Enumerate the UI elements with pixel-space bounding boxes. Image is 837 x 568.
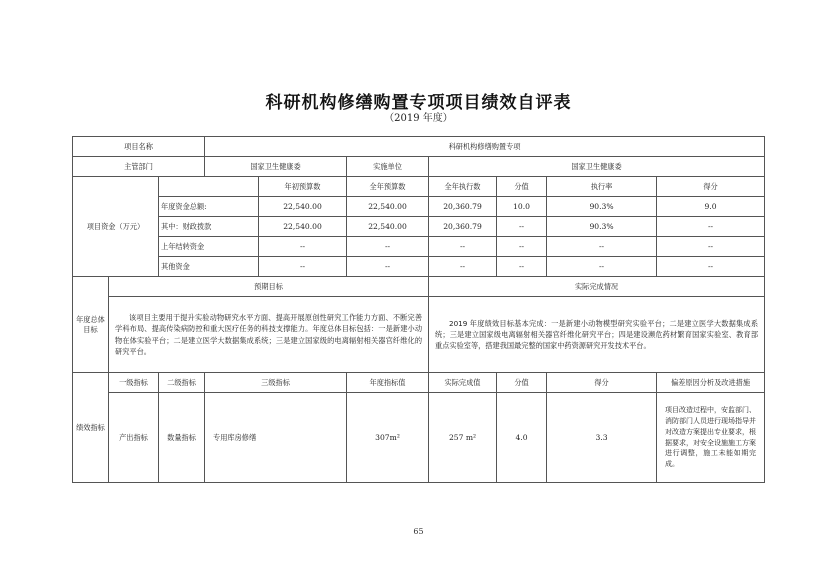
- funds-row: [73, 257, 765, 277]
- funds-row-label: 其他资金: [159, 257, 259, 277]
- funds-label: 项目资金（万元）: [73, 177, 159, 277]
- funds-cell: --: [259, 237, 347, 257]
- funds-cell: --: [347, 237, 429, 257]
- funds-header-row: [73, 177, 765, 197]
- funds-header-col: 全年预算数: [347, 177, 429, 197]
- funds-cell: 20,360.79: [429, 197, 497, 217]
- funds-cell: --: [347, 257, 429, 277]
- funds-header-col: 分值: [497, 177, 547, 197]
- goals-content-row: [73, 297, 765, 373]
- funds-cell: 22,540.00: [259, 197, 347, 217]
- funds-cell: --: [657, 237, 765, 257]
- funds-cell: --: [429, 237, 497, 257]
- funds-row-label: 上年结转资金: [159, 237, 259, 257]
- evaluation-table: [72, 136, 765, 483]
- page-subtitle: （2019 年度）: [384, 113, 453, 124]
- indicators-label: 绩效指标: [73, 373, 109, 483]
- actual-result-header: 实际完成情况: [429, 277, 765, 297]
- unit-label: 实施单位: [347, 157, 429, 177]
- indicator-target: 307m²: [347, 393, 429, 483]
- funds-row: [73, 217, 765, 237]
- page-number: 65: [413, 527, 424, 536]
- funds-cell: 90.3%: [547, 217, 657, 237]
- funds-cell: 9.0: [657, 197, 765, 217]
- funds-cell: --: [657, 257, 765, 277]
- indicator-score-value: 4.0: [497, 393, 547, 483]
- indicators-header-row: [73, 373, 765, 393]
- unit-value: 国家卫生健康委: [429, 157, 765, 177]
- funds-cell: --: [429, 257, 497, 277]
- project-name-row: [73, 137, 765, 157]
- funds-cell: --: [497, 237, 547, 257]
- indicator-level2: 数量指标: [159, 393, 205, 483]
- funds-cell: --: [497, 257, 547, 277]
- funds-cell: 20,360.79: [429, 217, 497, 237]
- funds-cell: --: [259, 257, 347, 277]
- indicator-score: 3.3: [547, 393, 657, 483]
- indicator-header: 二级指标: [159, 373, 205, 393]
- funds-cell: --: [497, 217, 547, 237]
- funds-row-label: 其中：财政拨款: [159, 217, 259, 237]
- actual-result-text: 2019 年度绩效目标基本完成：一是新建小动物模型研究实验平台；二是建立医学大数据集成系统；三是建立国家级电离辐射相关器官纤维化研究平台；四是建设濒危药材繁育国家实验室、教育部重点实验室等，搭建我国最完整的国家中药资源研究开发技术平台。: [429, 297, 765, 373]
- funds-cell: --: [547, 237, 657, 257]
- funds-header-col: 执行率: [547, 177, 657, 197]
- funds-cell: --: [547, 257, 657, 277]
- funds-header-col: 全年执行数: [429, 177, 497, 197]
- indicator-header: 三级指标: [205, 373, 347, 393]
- funds-cell: 22,540.00: [347, 217, 429, 237]
- project-name-label: 项目名称: [73, 137, 205, 157]
- funds-cell: --: [657, 217, 765, 237]
- dept-value: 国家卫生健康委: [205, 157, 347, 177]
- expected-goal-header: 预期目标: [109, 277, 429, 297]
- indicator-row: [73, 393, 765, 483]
- indicator-header: 一级指标: [109, 373, 159, 393]
- indicator-header: 年度指标值: [347, 373, 429, 393]
- goals-label: 年度总体目标: [73, 277, 109, 373]
- department-row: [73, 157, 765, 177]
- funds-cell: 10.0: [497, 197, 547, 217]
- funds-header-col: 年初预算数: [259, 177, 347, 197]
- funds-cell: 90.3%: [547, 197, 657, 217]
- funds-header-blank: [159, 177, 259, 197]
- expected-goal-text: 该项目主要用于提升实验动物研究水平方面、提高开展原创性研究工作能力方面、不断完善学科布局、提高传染病防控和重大医疗任务的科技支撑能力。年度总体目标包括：一是新建小动物在体实验平台；二是建立医学大数据集成系统；三是建立国家级的电离辐射相关器官纤维化的研究平台。: [109, 297, 429, 373]
- funds-row: [73, 197, 765, 217]
- indicator-header: 得分: [547, 373, 657, 393]
- funds-cell: 22,540.00: [347, 197, 429, 217]
- dept-label: 主管部门: [73, 157, 205, 177]
- project-name-value: 科研机构修缮购置专项: [205, 137, 765, 157]
- goals-header-row: [73, 277, 765, 297]
- indicator-actual: 257 m²: [429, 393, 497, 483]
- funds-row-label: 年度资金总额:: [159, 197, 259, 217]
- indicator-level1: 产出指标: [109, 393, 159, 483]
- indicator-header: 偏差原因分析及改进措施: [657, 373, 765, 393]
- funds-row: [73, 237, 765, 257]
- indicator-deviation-note: 项目改造过程中，安监部门、消防部门人员进行现场指导并对改造方案提出专业要求，根据要求，对安全设施施工方案进行调整，施工未能如期完成。: [657, 393, 765, 483]
- indicator-header: 实际完成值: [429, 373, 497, 393]
- funds-header-col: 得分: [657, 177, 765, 197]
- funds-cell: 22,540.00: [259, 217, 347, 237]
- page-title: 科研机构修缮购置专项项目绩效自评表: [265, 93, 572, 113]
- indicator-level3: 专用库房修缮: [205, 393, 347, 483]
- indicator-header: 分值: [497, 373, 547, 393]
